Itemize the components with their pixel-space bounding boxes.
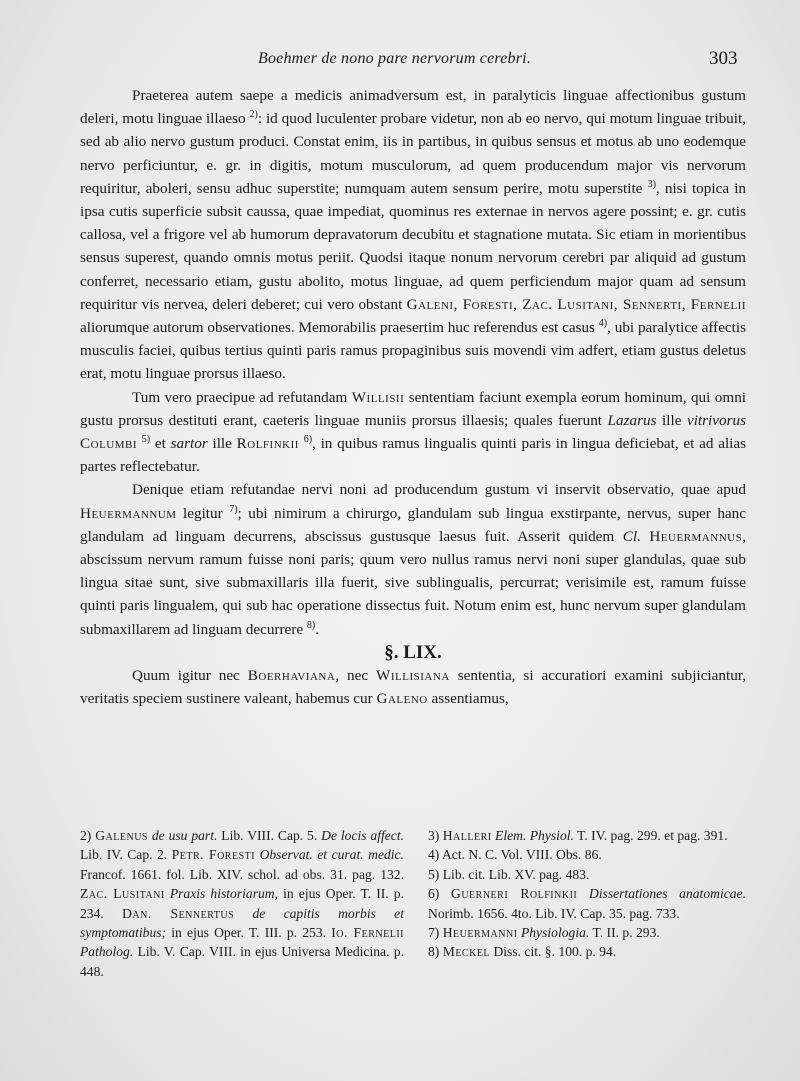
- footnote-ref: 5): [141, 433, 151, 445]
- fn-ref: in ejus Oper. T. III. p. 253.: [171, 925, 327, 941]
- page-number: 303: [709, 48, 738, 69]
- author-name: Willisii: [351, 388, 405, 406]
- fn-ref: T. IV. pag. 299. et pag. 391.: [577, 828, 728, 843]
- fn-ref: Lib. V. Cap. VIII. in ejus Universa Medicina. p. 448.: [80, 944, 404, 979]
- text-run: , in quibus ramus lingualis quinti paris in lingua deficiebat, et ad alias partes reflectebatur.: [80, 435, 747, 476]
- fn-ref: Lib. VIII. Cap. 5.: [221, 828, 318, 843]
- fn-author: Guerneri Rolfinkii: [451, 886, 578, 902]
- text-run: Denique etiam refutandae nervi noni ad producendum gustum vi inservit observatio, quae apud: [132, 481, 746, 499]
- fn-title: De locis affect.: [321, 828, 405, 843]
- footnote-number: 5): [428, 866, 440, 882]
- footnote-number: 2): [80, 828, 92, 843]
- fn-title: Elem. Physiol.: [495, 828, 574, 843]
- author-name: Galeno: [376, 690, 428, 708]
- italic-term: vitrivorus: [686, 411, 747, 429]
- footnote-number: 4): [428, 847, 440, 863]
- text-run: legitur: [183, 504, 223, 522]
- text-run: , abscissum nervum ramum fuisse noni paris; quum vero nullus ramus nervi noni super glandulas, quae sub lingua sitae sunt, sive submaxillaris illa fuerit, sive sublingualis, percurrat; verisimile est, ramum fuisse quinti paris lingualem, qui sub hac operatione dissectus fuit. Notum enim est, hunc nervum super glandulam submaxillarem ad linguam decurrere: [80, 527, 747, 638]
- fn-ref: in ejus Oper. T. II. p. 234.: [80, 886, 405, 921]
- footnote-7: [428, 923, 746, 942]
- italic-term: Lazarus: [607, 411, 657, 429]
- fn-title: Praxis historiarum,: [169, 886, 279, 902]
- text-run: Tum vero praecipue ad refutandam: [132, 388, 348, 406]
- text-run: ille: [212, 435, 232, 453]
- text-run: Praeterea autem saepe a medicis animadversum est, in paralyticis linguae affectionibus gustum deleri, motu linguae illaeso: [80, 87, 746, 128]
- footnote-4: [428, 845, 746, 864]
- italic-term: sartor: [170, 435, 208, 453]
- footnotes: [80, 826, 746, 981]
- text-run: , nec: [335, 667, 369, 685]
- text-run: assentiamus,: [431, 690, 509, 708]
- footnotes-left-column: [80, 826, 404, 981]
- footnote-6: [428, 884, 746, 923]
- footnote-ref: 4): [598, 317, 608, 329]
- fn-author: Dan. Sennertus: [122, 905, 235, 921]
- text-run: : id quod luculenter probare videtur, non ab eo nervo, qui motum linguae tribuit, sed ab alio nervo gustum produci. Constat enim, iis in partibus, in quibus sensus et motus ab uno eodemque nervo perficiuntur, e. gr. in digitis, motum musculorum, ad quem producendum major vis nervorum requiritur, aboleri, sensu adhuc superstite; numquam autem sensum perire, motu superstite: [80, 110, 747, 197]
- footnote-8: [428, 942, 746, 961]
- fn-title: de usu part.: [151, 828, 218, 843]
- fn-author: Meckel: [442, 944, 491, 960]
- text-run: et: [154, 435, 166, 453]
- fn-author: Heuermanni: [442, 925, 518, 941]
- fn-ref: T. II. p. 293.: [592, 925, 660, 941]
- fn-title: de capitis morbis et symptomatibus;: [80, 905, 404, 941]
- fn-ref: Lib. cit. Lib. XV. pag. 483.: [442, 866, 590, 882]
- footnotes-right-column: [428, 826, 746, 981]
- author-names: Galeni, Foresti, Zac. Lusitani, Sennerti, Fernelii: [406, 295, 747, 313]
- fn-ref: Diss. cit. §. 100. p. 94.: [493, 944, 617, 960]
- footnote-number: 7): [428, 925, 440, 941]
- fn-title: Observat. et curat. medic.: [259, 847, 404, 863]
- author-name: Willisiana: [376, 667, 450, 685]
- paragraph-3: [80, 478, 746, 640]
- footnote-ref: 6): [303, 433, 313, 445]
- italic-term: Cl.: [622, 527, 641, 545]
- text-run: ; ubi nimirum a chirurgo, glandulam sub lingua exstirpante, nervus, super hanc glandulam ad linguam decurrens, abscissus gustusque laesus fuit. Asserit quidem: [80, 504, 747, 545]
- fn-author: Halleri: [442, 828, 492, 843]
- footnote-number: 3): [428, 828, 440, 843]
- text-run: aliorumque autorum observationes. Memorabilis praesertim huc referendus est casus: [80, 319, 595, 337]
- fn-ref: Norimb. 1656. 4to. Lib. IV. Cap. 35. pag. 733.: [428, 905, 680, 921]
- fn-ref: Lib. IV. Cap. 2.: [80, 847, 168, 863]
- footnote-number: 8): [428, 944, 440, 960]
- text-run: , ubi paralytice affectis musculis faciei, quibus tertius quinti paris ramus propaginibus suis movendi vim adfert, etiam gustus deletus erat, motu linguae prorsus illaeso.: [80, 319, 747, 383]
- footnote-2: [80, 826, 404, 981]
- fn-author: Io. Fernelii: [331, 925, 404, 941]
- paragraph-1: [80, 84, 746, 386]
- text-run: , nisi topica in ipsa cutis superficie subsit caussa, quae impediat, quominus res externae in nervos agere possint; e. gr. cutis callosa, vel a frigore vel ab humorum depravatorum decubitu et stagnatione mutata. Sic etiam in morientibus sensus superest, quando omnis motus periit. Quodsi itaque nonum nervorum cerebri par aliquid ad gustum conferret, necessario etiam, gustu abolito, motus linguae, ad quem perficiendum major quam ad sensum requiritur vis nervea, deleri deberet; cui vero obstant: [80, 179, 747, 313]
- fn-ref: Act. N. C. Vol. VIII. Obs. 86.: [441, 847, 602, 863]
- paragraph-4: [80, 664, 746, 710]
- footnote-3: [428, 826, 746, 845]
- footnote-number: 6): [428, 886, 440, 902]
- section-heading: §. LIX.: [384, 641, 442, 663]
- author-name: Heuermannum: [80, 504, 177, 522]
- footnote-ref: 2): [249, 109, 258, 121]
- footnote-ref: 7): [229, 503, 238, 515]
- author-name: Rolfinkii: [236, 435, 299, 453]
- author-name: Heuermannus: [649, 527, 743, 545]
- fn-title: Dissertationes anatomicae.: [588, 886, 746, 902]
- fn-title: Patholog.: [80, 944, 134, 960]
- text-run: ille: [662, 411, 682, 429]
- main-text: [80, 84, 746, 710]
- footnote-5: [428, 865, 746, 884]
- fn-author: Zac. Lusitani: [80, 886, 165, 902]
- text-run: sententiam faciunt exempla eorum hominum, qui omni gustu prorsus destituti erant, caeteris linguae muniis prorsus illaesis; quales fuerunt: [80, 388, 747, 429]
- footnote-ref: 8): [306, 619, 316, 631]
- text-run: .: [315, 620, 320, 638]
- author-name: Columbi: [80, 435, 138, 453]
- fn-author: Petr. Foresti: [171, 847, 256, 863]
- running-header: [0, 50, 800, 80]
- fn-ref: Francof. 1661. fol. Lib. XIV. schol. ad obs. 31. pag. 132.: [80, 866, 404, 882]
- fn-title: Physiologia.: [520, 925, 590, 941]
- fn-author: Galenus: [95, 828, 148, 843]
- running-title: Boehmer de nono pare nervorum cerebri.: [258, 50, 532, 67]
- text-run: sententia, si accuratiori examini subjiciantur, veritatis speciem sustinere valeant, habemus cur: [80, 667, 747, 708]
- author-name: Boerhaviana: [247, 667, 336, 685]
- footnote-ref: 3): [647, 178, 656, 190]
- paragraph-2: [80, 386, 746, 479]
- text-run: Quum igitur nec: [132, 667, 240, 685]
